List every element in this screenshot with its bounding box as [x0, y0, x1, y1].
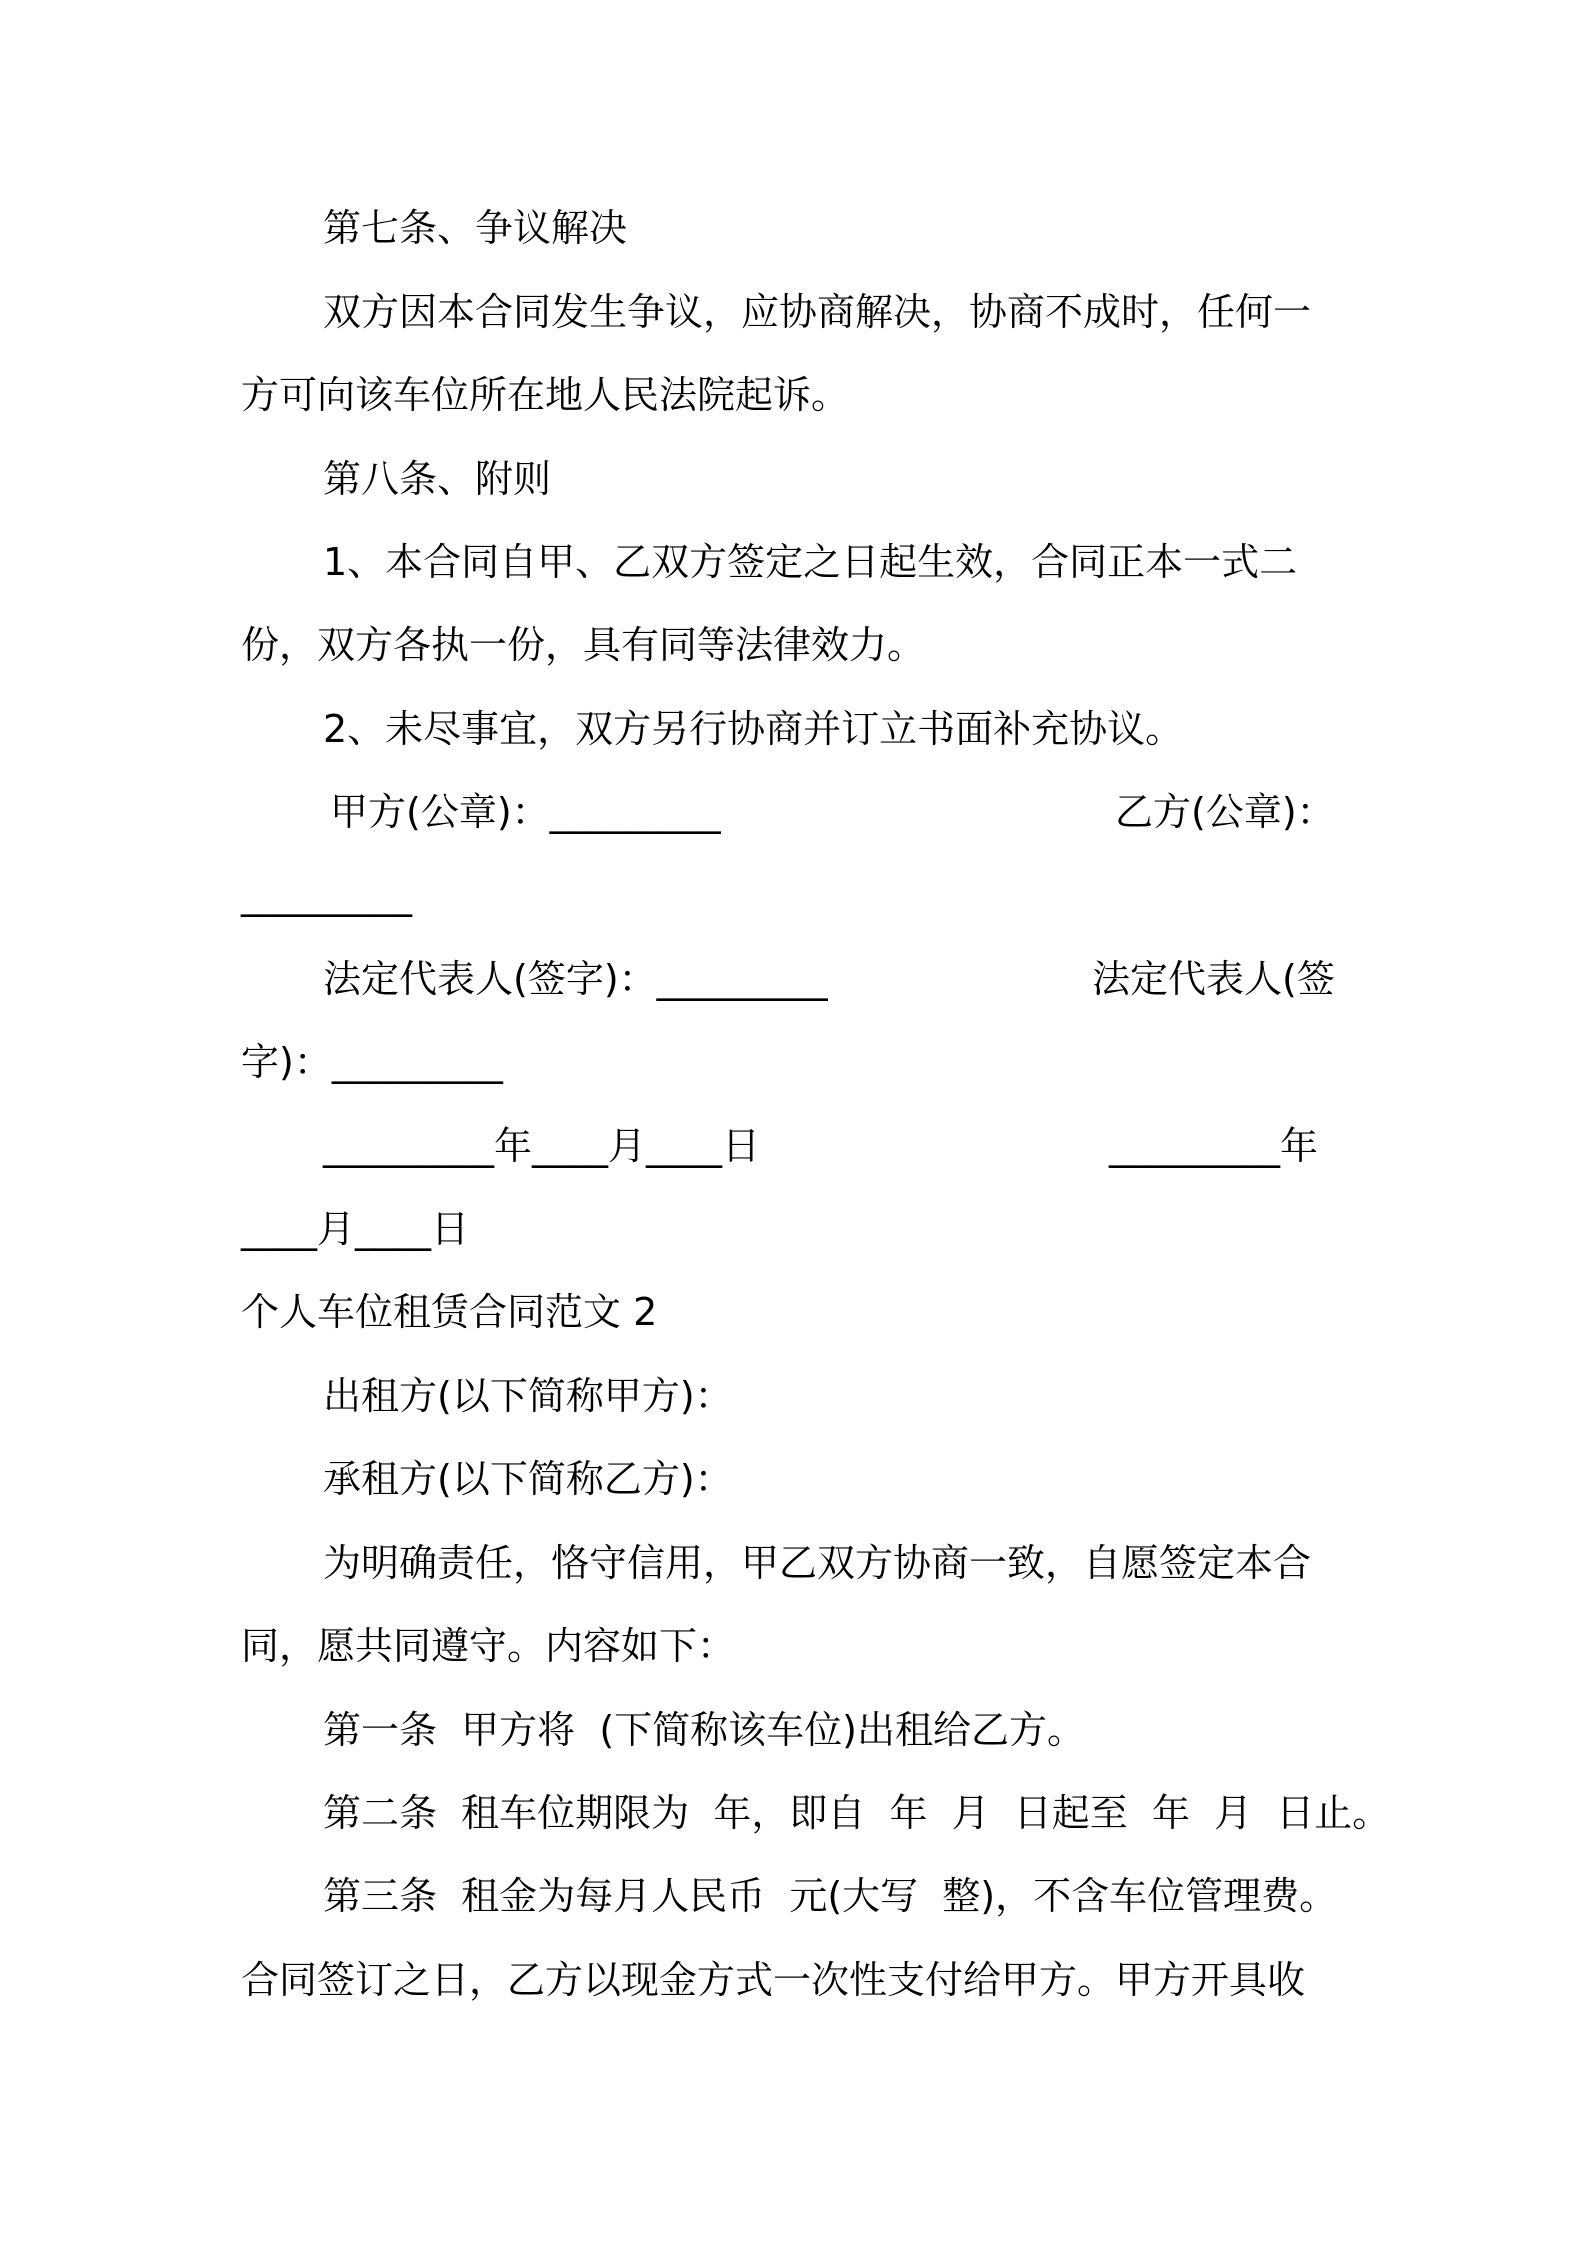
lessor-line: 出租方(以下简称甲方)：	[323, 1374, 733, 1418]
party-b-representative-label: 法定代表人(签	[1092, 957, 1335, 1001]
party-b-date-year: _________年	[1109, 1124, 1319, 1168]
paragraph-line: 双方因本合同发生争议，应协商解决，协商不成时，任何一	[323, 290, 1312, 334]
article-1-line: 第一条 甲方将 (下简称该车位)出租给乙方。	[323, 1708, 1085, 1752]
party-b-seal-label: 乙方(公章)：	[1115, 790, 1335, 834]
paragraph-line: 同，愿共同遵守。内容如下：	[241, 1624, 736, 1668]
party-b-representative-blank: 字)：_________	[241, 1040, 503, 1084]
party-b-seal-blank: _________	[241, 873, 412, 917]
party-a-seal-line: 甲方(公章)：_________	[330, 790, 721, 834]
party-a-representative-line: 法定代表人(签字)：_________	[323, 957, 828, 1001]
article-7-heading: 第七条、争议解决	[323, 206, 628, 250]
paragraph-line: 份，双方各执一份，具有同等法律效力。	[241, 623, 926, 667]
paragraph-line: 为明确责任，恪守信用，甲乙双方协商一致，自愿签定本合	[323, 1541, 1312, 1585]
paragraph-line: 2、未尽事宜，双方另行协商并订立书面补充协议。	[323, 707, 1184, 751]
lessee-line: 承租方(以下简称乙方)：	[323, 1457, 733, 1501]
paragraph-line: 1、本合同自甲、乙双方签定之日起生效，合同正本一式二	[323, 540, 1298, 584]
article-3-line: 第三条 租金为每月人民币 元(大写 整)，不含车位管理费。	[323, 1874, 1338, 1918]
paragraph-line: 合同签订之日，乙方以现金方式一次性支付给甲方。甲方开具收	[241, 1958, 1306, 2002]
section-title: 个人车位租赁合同范文 2	[241, 1290, 658, 1334]
party-a-date-line: _________年____月____日	[323, 1124, 761, 1168]
article-8-heading: 第八条、附则	[323, 457, 552, 501]
article-2-line: 第二条 租车位期限为 年，即自 年 月 日起至 年 月 日止。	[323, 1791, 1391, 1835]
paragraph-line: 方可向该车位所在地人民法院起诉。	[241, 373, 850, 417]
party-b-date-month-day: ____月____日	[241, 1207, 470, 1251]
